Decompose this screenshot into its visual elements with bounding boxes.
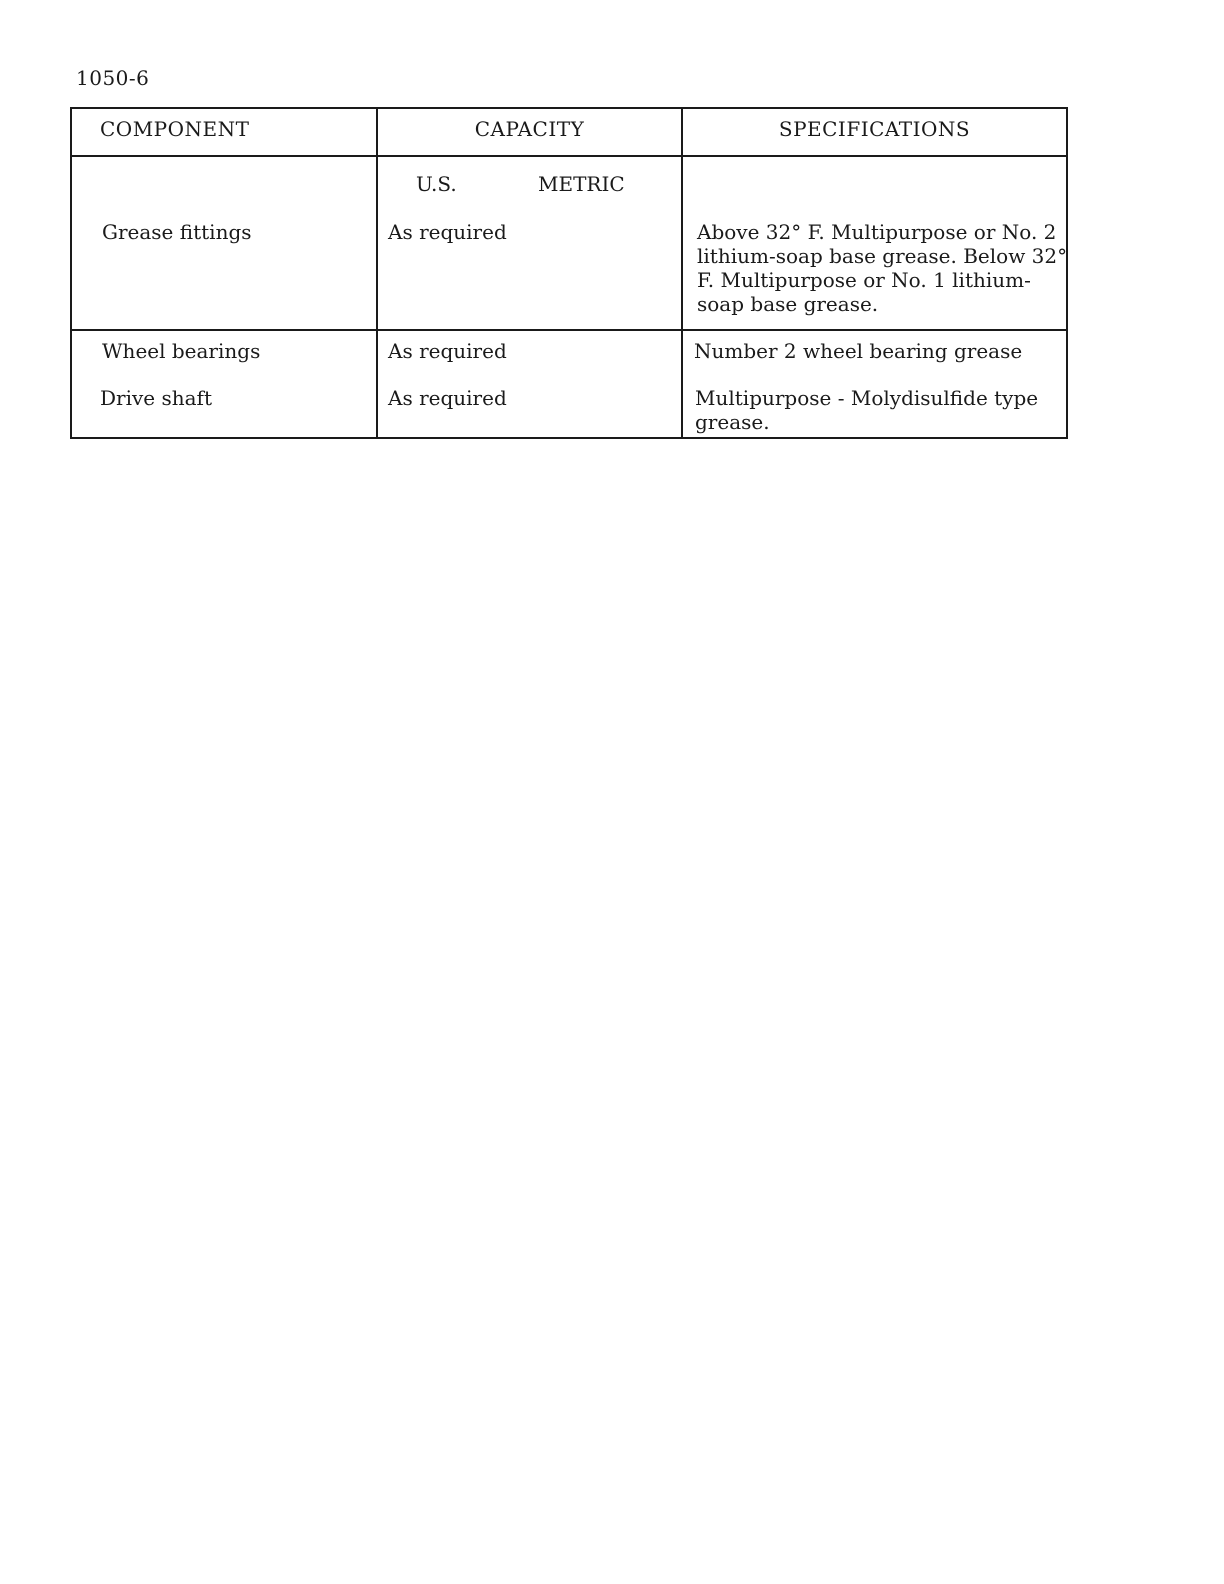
component-cell: [71, 156, 377, 330]
table-header-row: [71, 108, 1067, 156]
specifications-table: [70, 107, 1068, 439]
spec-wheel-bearings: Number 2 wheel bearing grease: [694, 339, 1023, 363]
specification-cell: [682, 330, 1067, 438]
component-drive-shaft: Drive shaft: [100, 386, 212, 410]
specification-cell: [682, 156, 1067, 330]
capacity-drive-shaft: As required: [388, 386, 507, 410]
spec-grease-fittings: Above 32° F. Multipurpose or No. 2 lithium-soap base grease. Below 32° F. Multipurpose or No. 1 lithium-soap base grease.: [697, 220, 1068, 316]
header-specifications: SPECIFICATIONS: [682, 108, 1067, 156]
header-component: COMPONENT: [71, 108, 377, 156]
table-row: [71, 156, 1067, 330]
header-capacity: CAPACITY: [377, 108, 682, 156]
capacity-wheel-bearings: As required: [388, 339, 507, 363]
capacity-cell: [377, 156, 682, 330]
spec-drive-shaft: Multipurpose - Molydisulfide type grease.: [695, 386, 1039, 434]
capacity-grease-fittings: As required: [388, 220, 507, 244]
component-cell: [71, 330, 377, 438]
page-number: 1050-6: [76, 66, 150, 90]
component-grease-fittings: Grease fittings: [102, 220, 252, 244]
table-row: [71, 330, 1067, 438]
component-wheel-bearings: Wheel bearings: [102, 339, 261, 363]
capacity-cell: [377, 330, 682, 438]
capacity-subheader-us: U.S.: [416, 172, 457, 196]
capacity-subheader-metric: METRIC: [538, 172, 625, 196]
